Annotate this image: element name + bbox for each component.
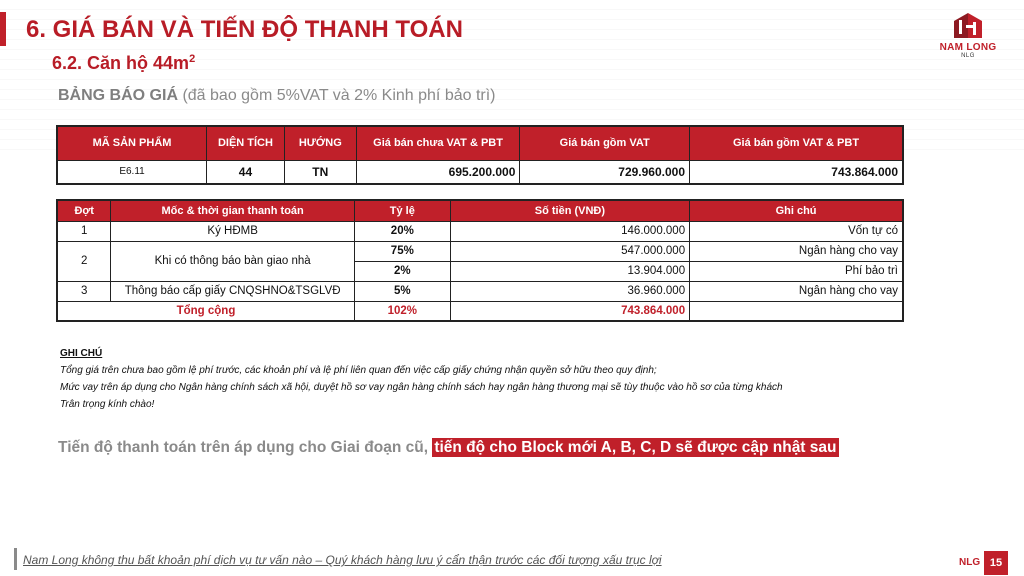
total-note-empty bbox=[690, 301, 903, 321]
table-row bbox=[57, 281, 903, 301]
area-value: 44 bbox=[207, 160, 285, 184]
title-accent-bar bbox=[0, 12, 6, 46]
subtitle-superscript: 2 bbox=[189, 53, 196, 65]
amount-cell: 547.000.000 bbox=[450, 241, 689, 261]
quote-label-bold: BẢNG BÁO GIÁ bbox=[58, 87, 178, 104]
header-price-vat: Giá bán gồm VAT bbox=[520, 126, 690, 160]
note-cell: Ngân hàng cho vay bbox=[690, 241, 903, 261]
nam-long-logo-icon bbox=[953, 12, 983, 40]
price-excl-value: 695.200.000 bbox=[356, 160, 520, 184]
logo-name: NAM LONG bbox=[939, 42, 997, 53]
header-milestone: Mốc & thời gian thanh toán bbox=[111, 200, 355, 221]
header-amount: Số tiền (VNĐ) bbox=[450, 200, 689, 221]
ratio-cell: 5% bbox=[354, 281, 450, 301]
amount-cell: 13.904.000 bbox=[450, 261, 689, 281]
ratio-cell: 2% bbox=[354, 261, 450, 281]
logo-code: NLG bbox=[961, 53, 975, 59]
header-product-code: MÃ SẢN PHẨM bbox=[57, 126, 207, 160]
note-cell: Ngân hàng cho vay bbox=[690, 281, 903, 301]
note-line: Tổng giá trên chưa bao gồm lệ phí trước, các khoản phí và lệ phí liên quan đến việc cấp giấy chứng nhận quyền sở hữu theo quy định; bbox=[60, 365, 657, 376]
note-cell: Phí bảo trì bbox=[690, 261, 903, 281]
price-table bbox=[56, 125, 904, 185]
header-price-excl: Giá bán chưa VAT & PBT bbox=[356, 126, 520, 160]
progress-note-plain: Tiến độ thanh toán trên áp dụng cho Giai đoạn cũ, bbox=[58, 439, 433, 456]
period-cell: 1 bbox=[57, 221, 111, 241]
page-number: 15 bbox=[984, 551, 1008, 575]
quote-label bbox=[58, 87, 496, 105]
price-total-value: 743.864.000 bbox=[690, 160, 903, 184]
price-table-header bbox=[57, 126, 903, 160]
price-vat-value: 729.960.000 bbox=[520, 160, 690, 184]
ratio-cell: 75% bbox=[354, 241, 450, 261]
note-line: Mức vay trên áp dụng cho Ngân hàng chính sách xã hội, duyệt hồ sơ vay ngân hàng chính sách hay ngân hàng thương mại sẽ tùy thuộc vào hồ sơ của từng khách bbox=[60, 382, 783, 393]
footer-accent-bar bbox=[14, 548, 17, 570]
section-subtitle bbox=[52, 53, 195, 74]
progress-note-highlight: tiến độ cho Block mới A, B, C, D sẽ được cập nhật sau bbox=[434, 439, 837, 456]
table-row bbox=[57, 160, 903, 184]
progress-note bbox=[58, 439, 839, 457]
milestone-cell: Khi có thông báo bàn giao nhà bbox=[111, 241, 355, 281]
footer-disclaimer: Nam Long không thu bất khoản phí dịch vụ tư vấn nào – Quý khách hàng lưu ý cẩn thận trước các đối tượng xấu trục lợi bbox=[23, 553, 662, 567]
header-note: Ghi chú bbox=[690, 200, 903, 221]
table-row bbox=[57, 241, 903, 261]
direction-value: TN bbox=[284, 160, 356, 184]
total-amount: 743.864.000 bbox=[450, 301, 689, 321]
period-cell: 3 bbox=[57, 281, 111, 301]
period-cell: 2 bbox=[57, 241, 111, 281]
header-price-total: Giá bán gồm VAT & PBT bbox=[690, 126, 903, 160]
product-code: E6.11 bbox=[57, 160, 207, 184]
total-ratio: 102% bbox=[354, 301, 450, 321]
notes-section bbox=[60, 345, 783, 413]
total-row bbox=[57, 301, 903, 321]
header-period: Đợt bbox=[57, 200, 111, 221]
header-direction: HƯỚNG bbox=[284, 126, 356, 160]
page-title: 6. GIÁ BÁN VÀ TIẾN ĐỘ THANH TOÁN bbox=[26, 16, 463, 43]
company-logo bbox=[928, 12, 1008, 68]
note-cell: Vốn tự có bbox=[690, 221, 903, 241]
table-row bbox=[57, 221, 903, 241]
quote-label-rest: (đã bao gồm 5%VAT và 2% Kinh phí bảo trì) bbox=[178, 87, 496, 104]
milestone-cell: Thông báo cấp giấy CNQSHNO&TSGLVĐ bbox=[111, 281, 355, 301]
subtitle-text: 6.2. Căn hộ 44m bbox=[52, 53, 190, 73]
header-area: DIỆN TÍCH bbox=[207, 126, 285, 160]
note-line: Trân trọng kính chào! bbox=[60, 399, 155, 410]
notes-heading: GHI CHÚ bbox=[60, 348, 103, 359]
amount-cell: 36.960.000 bbox=[450, 281, 689, 301]
total-label: Tổng cộng bbox=[57, 301, 354, 321]
header-ratio: Tỷ lệ bbox=[354, 200, 450, 221]
amount-cell: 146.000.000 bbox=[450, 221, 689, 241]
milestone-cell: Ký HĐMB bbox=[111, 221, 355, 241]
ratio-cell: 20% bbox=[354, 221, 450, 241]
footer-brand: NLG bbox=[959, 557, 981, 568]
payment-schedule-table bbox=[56, 199, 904, 322]
payment-table-header bbox=[57, 200, 903, 221]
